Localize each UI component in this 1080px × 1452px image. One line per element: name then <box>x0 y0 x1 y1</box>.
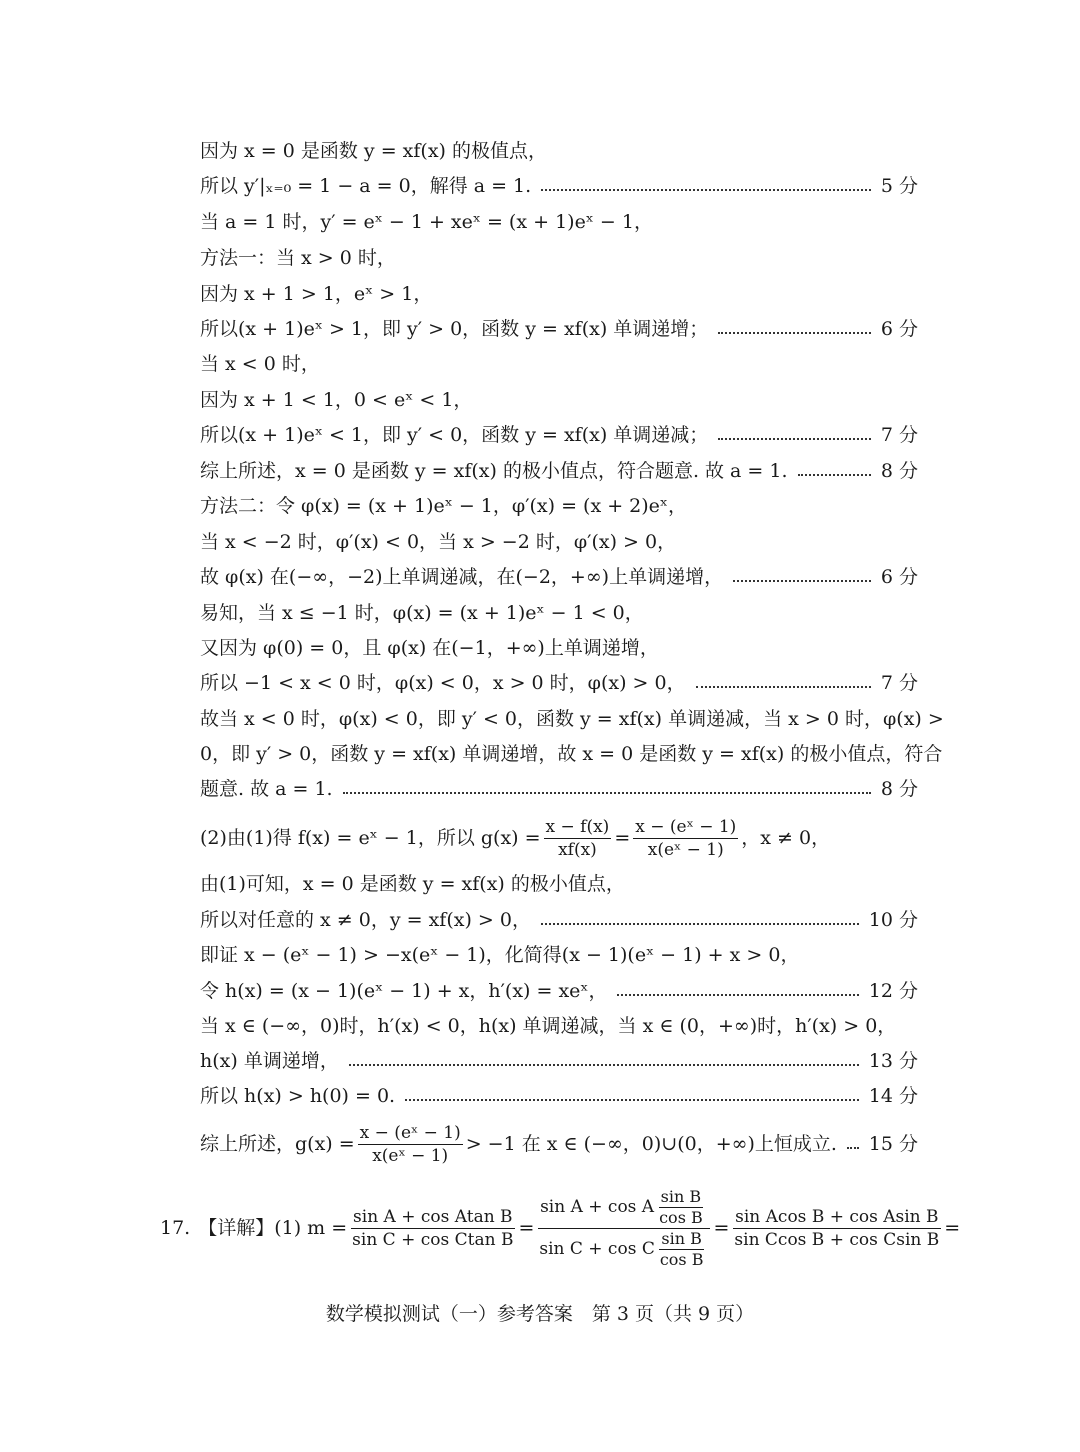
fraction <box>358 1122 463 1167</box>
line-text: 当 a = 1 时，y′ = eˣ − 1 + xeˣ = (x + 1)eˣ − 1， <box>200 211 653 233</box>
fraction-denominator: x(eˣ − 1) <box>647 839 724 860</box>
line-text: 方法一：当 x > 0 时， <box>200 247 396 269</box>
compound-numerator <box>538 1187 710 1229</box>
fraction-denominator: sin Ccos B + cos Csin B <box>734 1229 940 1250</box>
question-17-line <box>160 1182 961 1274</box>
solution-line <box>200 941 918 969</box>
fraction-numerator: x − f(x) <box>545 816 610 837</box>
compound-denominator-prefix: sin C + cos C <box>539 1239 655 1259</box>
line-text: 所以(x + 1)eˣ < 1，即 y′ < 0，函数 y = xf(x) 单调递减； <box>200 424 709 446</box>
dot-leader <box>733 580 871 582</box>
solution-line <box>200 1082 918 1110</box>
fraction <box>633 816 738 861</box>
score-label: 7 分 <box>880 424 918 446</box>
score-label: 6 分 <box>880 318 918 340</box>
fraction-numerator: x − (eˣ − 1) <box>635 816 737 837</box>
solution-line <box>200 315 918 343</box>
solution-line <box>200 208 918 236</box>
line-text: 方法二：令 φ(x) = (x + 1)eˣ − 1，φ′(x) = (x + 2)eˣ， <box>200 495 687 517</box>
dot-leader <box>405 1099 859 1101</box>
line-text: 当 x < −2 时，φ′(x) < 0，当 x > −2 时，φ′(x) > 0， <box>200 531 677 553</box>
solution-line <box>200 669 918 697</box>
inner-fraction <box>658 1229 706 1270</box>
line-text: 所以对任意的 x ≠ 0，y = xf(x) > 0， <box>200 909 531 931</box>
fraction-numerator: sin B <box>661 1228 702 1248</box>
solution-line <box>200 906 918 934</box>
solution-line <box>200 705 944 733</box>
fraction <box>732 1206 941 1251</box>
dot-leader <box>718 438 871 440</box>
dot-leader <box>541 189 871 191</box>
line-text: 又因为 φ(0) = 0，且 φ(x) 在(−1，+∞)上单调递增， <box>200 637 659 659</box>
compound-fraction <box>537 1187 710 1270</box>
line-text: 所以 y′|ₓ₌₀ = 1 − a = 0，解得 a = 1. <box>200 175 532 197</box>
fraction-numerator: x − (eˣ − 1) <box>359 1122 461 1143</box>
line-text: 即证 x − (eˣ − 1) > −x(eˣ − 1)，化简得(x − 1)(eˣ − 1) + x > 0， <box>200 944 800 966</box>
line-text: 因为 x = 0 是函数 y = xf(x) 的极值点， <box>200 140 547 162</box>
line-text: 综上所述，x = 0 是函数 y = xf(x) 的极小值点，符合题意. 故 a = 1. <box>200 460 788 482</box>
conclusion-suffix: > −1 在 x ∈ (−∞，0)∪(0，+∞)上恒成立. <box>465 1133 837 1155</box>
conclusion-prefix: 综上所述，g(x) = <box>200 1133 355 1155</box>
line-text: 当 x ∈ (−∞，0)时，h′(x) < 0，h(x) 单调递减，当 x ∈ (0，+∞)时，h′(x) > 0， <box>200 1015 897 1037</box>
part2-definition <box>200 814 918 862</box>
fraction-denominator: cos B <box>659 1249 704 1269</box>
question-number: 17. <box>160 1217 191 1239</box>
equals-sign: = <box>614 827 631 849</box>
dot-leader <box>541 923 859 925</box>
compound-denominator <box>537 1229 710 1270</box>
line-text: 当 x < 0 时， <box>200 353 320 375</box>
line-text: 所以 −1 < x < 0 时，φ(x) < 0，x > 0 时，φ(x) > 0， <box>200 672 686 694</box>
dot-leader <box>349 1064 859 1066</box>
dot-leader <box>798 474 871 476</box>
solution-line <box>200 634 918 662</box>
line-text: 因为 x + 1 < 1，0 < eˣ < 1， <box>200 389 473 411</box>
solution-line <box>200 775 918 803</box>
inner-fraction <box>657 1187 705 1228</box>
part2-prefix: (2)由(1)得 f(x) = eˣ − 1，所以 g(x) = <box>200 827 541 849</box>
dot-leader <box>847 1147 859 1149</box>
dot-leader <box>696 686 871 688</box>
solution-line <box>200 563 918 591</box>
conclusion-line <box>200 1120 918 1168</box>
score-label: 12 分 <box>868 980 918 1002</box>
solution-line <box>200 1012 918 1040</box>
detail-label: 【详解】(1) m = <box>198 1217 348 1239</box>
solution-line <box>200 421 918 449</box>
compound-numerator-prefix: sin A + cos A <box>540 1197 655 1217</box>
fraction-numerator: sin A + cos Atan B <box>353 1206 513 1227</box>
solution-line <box>200 386 918 414</box>
solution-line <box>200 740 943 768</box>
score-label: 8 分 <box>880 778 918 800</box>
fraction-numerator: sin B <box>660 1186 702 1206</box>
score-label: 6 分 <box>880 566 918 588</box>
line-text: h(x) 单调递增， <box>200 1050 339 1072</box>
line-text: 题意. 故 a = 1. <box>200 778 333 800</box>
fraction-denominator: sin C + cos Ctan B <box>352 1229 514 1250</box>
solution-line <box>200 457 918 485</box>
page-footer: 数学模拟测试（一）参考答案 第 3 页（共 9 页） <box>325 1303 755 1325</box>
equals-sign: = <box>713 1217 730 1239</box>
fraction-denominator: x(eˣ − 1) <box>372 1145 449 1166</box>
solution-line <box>200 350 918 378</box>
solution-line <box>200 870 918 898</box>
line-text: 易知，当 x ≤ −1 时，φ(x) = (x + 1)eˣ − 1 < 0， <box>200 602 644 624</box>
line-text: 所以 h(x) > h(0) = 0. <box>200 1085 396 1107</box>
line-text: 所以(x + 1)eˣ > 1，即 y′ > 0，函数 y = xf(x) 单调递增； <box>200 318 709 340</box>
line-text: 0，即 y′ > 0，函数 y = xf(x) 单调递增，故 x = 0 是函数 y = xf(x) 的极小值点，符合 <box>200 743 943 765</box>
part2-suffix: ，x ≠ 0， <box>741 827 831 849</box>
equals-sign: = <box>518 1217 535 1239</box>
fraction-denominator: xf(x) <box>558 839 597 860</box>
score-label: 15 分 <box>868 1133 918 1155</box>
score-label: 13 分 <box>868 1050 918 1072</box>
score-label: 5 分 <box>880 175 918 197</box>
fraction-numerator: sin Acos B + cos Asin B <box>735 1206 939 1227</box>
solution-line <box>200 137 918 165</box>
line-text: 故当 x < 0 时，φ(x) < 0，即 y′ < 0，函数 y = xf(x) 单调递减，当 x > 0 时，φ(x) > <box>200 708 944 730</box>
dot-leader <box>718 332 871 334</box>
line-text: 因为 x + 1 > 1，eˣ > 1， <box>200 283 433 305</box>
solution-line <box>200 528 918 556</box>
dot-leader <box>617 994 858 996</box>
fraction <box>544 816 612 861</box>
solution-line <box>200 492 918 520</box>
fraction <box>350 1206 515 1251</box>
line-text: 故 φ(x) 在(−∞，−2)上单调递减，在(−2，+∞)上单调递增， <box>200 566 724 588</box>
solution-line <box>200 280 918 308</box>
solution-line <box>200 244 918 272</box>
line-text: 令 h(x) = (x − 1)(eˣ − 1) + x，h′(x) = xeˣ， <box>200 980 608 1002</box>
fraction-denominator: cos B <box>659 1207 703 1227</box>
score-label: 7 分 <box>880 672 918 694</box>
solution-line <box>200 1047 918 1075</box>
line-text: 由(1)可知，x = 0 是函数 y = xf(x) 的极小值点， <box>200 873 625 895</box>
solution-line <box>200 977 918 1005</box>
score-label: 8 分 <box>880 460 918 482</box>
solution-line <box>200 172 918 200</box>
dot-leader <box>343 792 871 794</box>
solution-line <box>200 599 918 627</box>
score-label: 14 分 <box>868 1085 918 1107</box>
score-label: 10 分 <box>868 909 918 931</box>
equals-sign: = <box>944 1217 961 1239</box>
